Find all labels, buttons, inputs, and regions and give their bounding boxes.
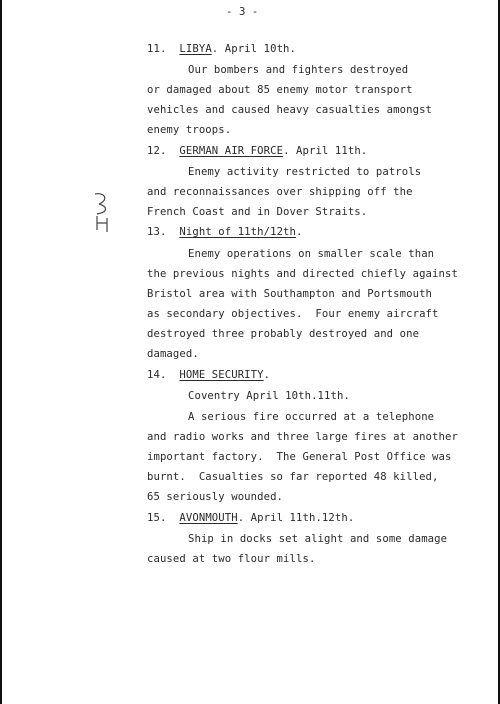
item-15-heading — [147, 512, 354, 524]
item-11-heading — [147, 43, 296, 55]
item-number: 11. — [147, 43, 167, 55]
item-number: 15. — [147, 512, 167, 524]
paragraph-line: as secondary objectives. Four enemy aircraft — [147, 308, 439, 320]
paragraph-line: and reconnaissances over shipping off the — [147, 186, 413, 198]
paragraph-line: A serious fire occurred at a telephone — [188, 411, 435, 423]
paragraph-line: Bristol area with Southampton and Portsmouth — [147, 288, 433, 300]
paragraph-line: vehicles and caused heavy casualties amongst — [147, 104, 433, 116]
paragraph-line: damaged. — [147, 348, 199, 360]
paragraph-line: or damaged about 85 enemy motor transport — [147, 84, 413, 96]
paragraph-line: destroyed three probably destroyed and one — [147, 328, 420, 340]
item-14-heading — [147, 369, 270, 381]
item-title: GERMAN AIR FORCE — [179, 145, 284, 157]
paragraph-line: burnt. Casualties so far reported 48 killed, — [147, 471, 439, 483]
item-title: Night of 11th/12th — [179, 226, 297, 238]
item-date: . April 11th. — [283, 145, 368, 157]
paragraph-line: Ship in docks set alight and some damage — [188, 533, 448, 545]
paragraph-line: the previous nights and directed chiefly against — [147, 268, 458, 280]
item-number: 12. — [147, 145, 167, 157]
item-title: HOME SECURITY — [179, 369, 264, 381]
paragraph-line: Our bombers and fighters destroyed — [188, 64, 409, 76]
item-13-heading — [147, 226, 303, 238]
paragraph-line: and radio works and three large fires at another — [147, 431, 458, 443]
item-date: . — [263, 369, 271, 381]
paragraph-line: caused at two flour mills. — [147, 553, 316, 565]
paragraph-line: French Coast and in Dover Straits. — [147, 206, 368, 218]
item-date: . April 11th.12th. — [237, 512, 355, 524]
page-number: - 3 - — [226, 6, 259, 18]
handwritten-margin-note — [91, 190, 113, 236]
item-title: AVONMOUTH — [179, 512, 238, 524]
item-date: . — [296, 226, 303, 238]
paragraph-line: Enemy operations on smaller scale than — [188, 248, 435, 260]
paragraph-line: Coventry April 10th.11th. — [188, 390, 350, 402]
paragraph-line: 65 seriously wounded. — [147, 491, 284, 503]
item-number: 13. — [147, 226, 167, 238]
item-title: LIBYA — [179, 43, 212, 55]
item-12-heading — [147, 145, 367, 157]
item-number: 14. — [147, 369, 167, 381]
paragraph-line: enemy troops. — [147, 124, 232, 136]
paragraph-line: Enemy activity restricted to patrols — [188, 166, 422, 178]
scan-edge-left — [0, 0, 2, 704]
item-date: . April 10th. — [211, 43, 297, 55]
paragraph-line: important factory. The General Post Office was — [147, 451, 452, 463]
